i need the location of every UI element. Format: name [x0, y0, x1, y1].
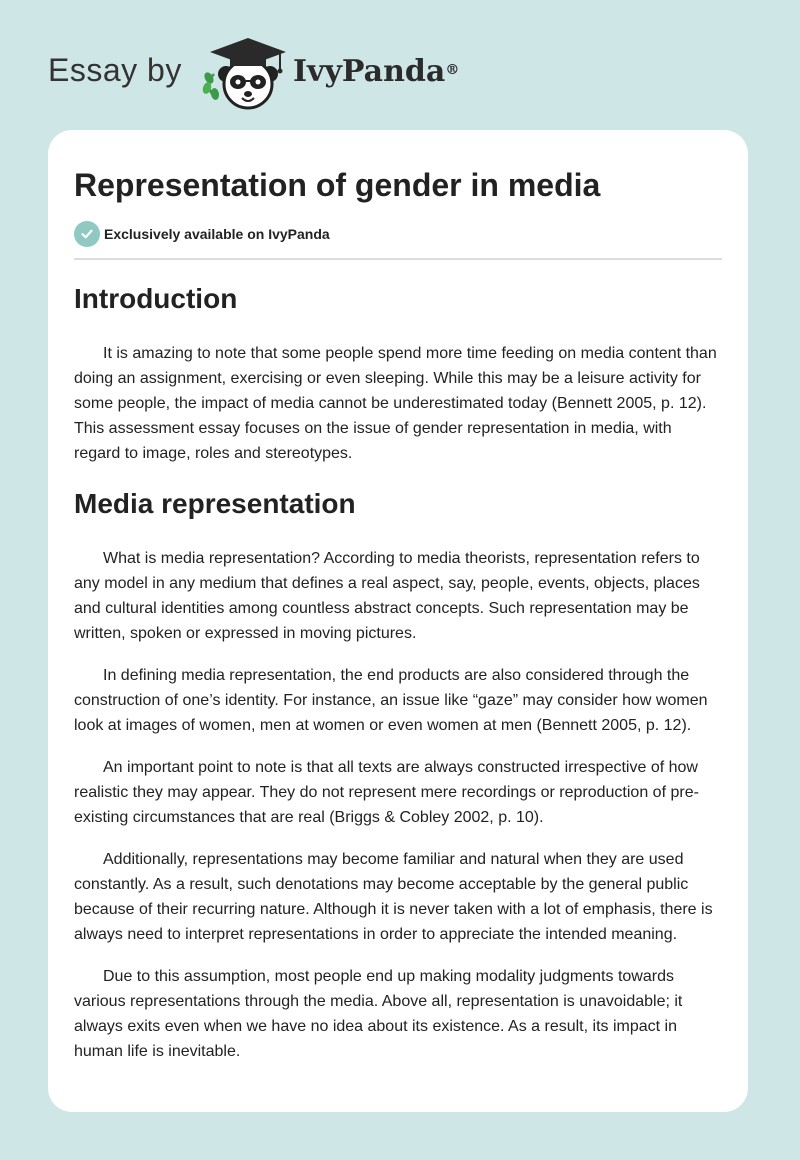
section-heading-media-representation: Media representation	[74, 488, 356, 519]
paragraph: An important point to note is that all texts are always constructed irrespective of how realistic they may appear. They do not represent mere recordings or reproduction of pre-existing circumstances that are real (Briggs & Cobley 2002, p. 10).	[74, 759, 699, 826]
title-divider	[74, 258, 722, 260]
page-title: Representation of gender in media	[74, 167, 601, 203]
essay-by-label: Essay by	[48, 52, 182, 88]
essay-card	[48, 130, 748, 1112]
paragraph: Additionally, representations may become familiar and natural when they are used constantly. As a result, such denotations may become acceptable by the general public because of their recurring nature. Although it is never taken with a lot of emphasis, there is always need to interpret representations in order to appreciate the intended meaning.	[74, 851, 713, 943]
exclusive-badge-text: Exclusively available on IvyPanda	[104, 226, 330, 242]
brand-text: IvyPanda	[293, 54, 446, 89]
essay-content	[74, 130, 722, 1064]
paragraph: It is amazing to note that some people spend more time feeding on media content than doing an assignment, exercising or even sleeping. While this may be a leisure activity for some people, the impact of media cannot be underestimated today (Bennett 2005, p. 12). This assessment essay focuses on the issue of gender representation in media, with regard to image, roles and stereotypes.	[74, 345, 717, 462]
paragraph: In defining media representation, the end products are also considered through the construction of one’s identity. For instance, an issue like “gaze” may consider how women look at images of women, men at women or even women at men (Bennett 2005, p. 12).	[74, 667, 708, 734]
panda-logo-icon[interactable]	[200, 34, 290, 110]
paragraph: What is media representation? According to media theorists, representation refers to any model in any medium that defines a real aspect, say, people, events, objects, places and cultural identities among countless abstract concepts. Such representation may be written, spoken or expressed in moving pictures.	[74, 550, 700, 642]
exclusive-badge	[74, 221, 722, 247]
check-icon	[74, 221, 100, 247]
paragraph: Due to this assumption, most people end up making modality judgments towards various representations through the media. Above all, representation is unavoidable; it always exits even when we have no idea about its existence. As a result, its impact in human life is inevitable.	[74, 968, 683, 1060]
brand-name[interactable]	[293, 52, 459, 92]
registered-mark: ®	[445, 62, 460, 78]
site-header	[0, 0, 800, 120]
section-heading-introduction: Introduction	[74, 283, 238, 314]
